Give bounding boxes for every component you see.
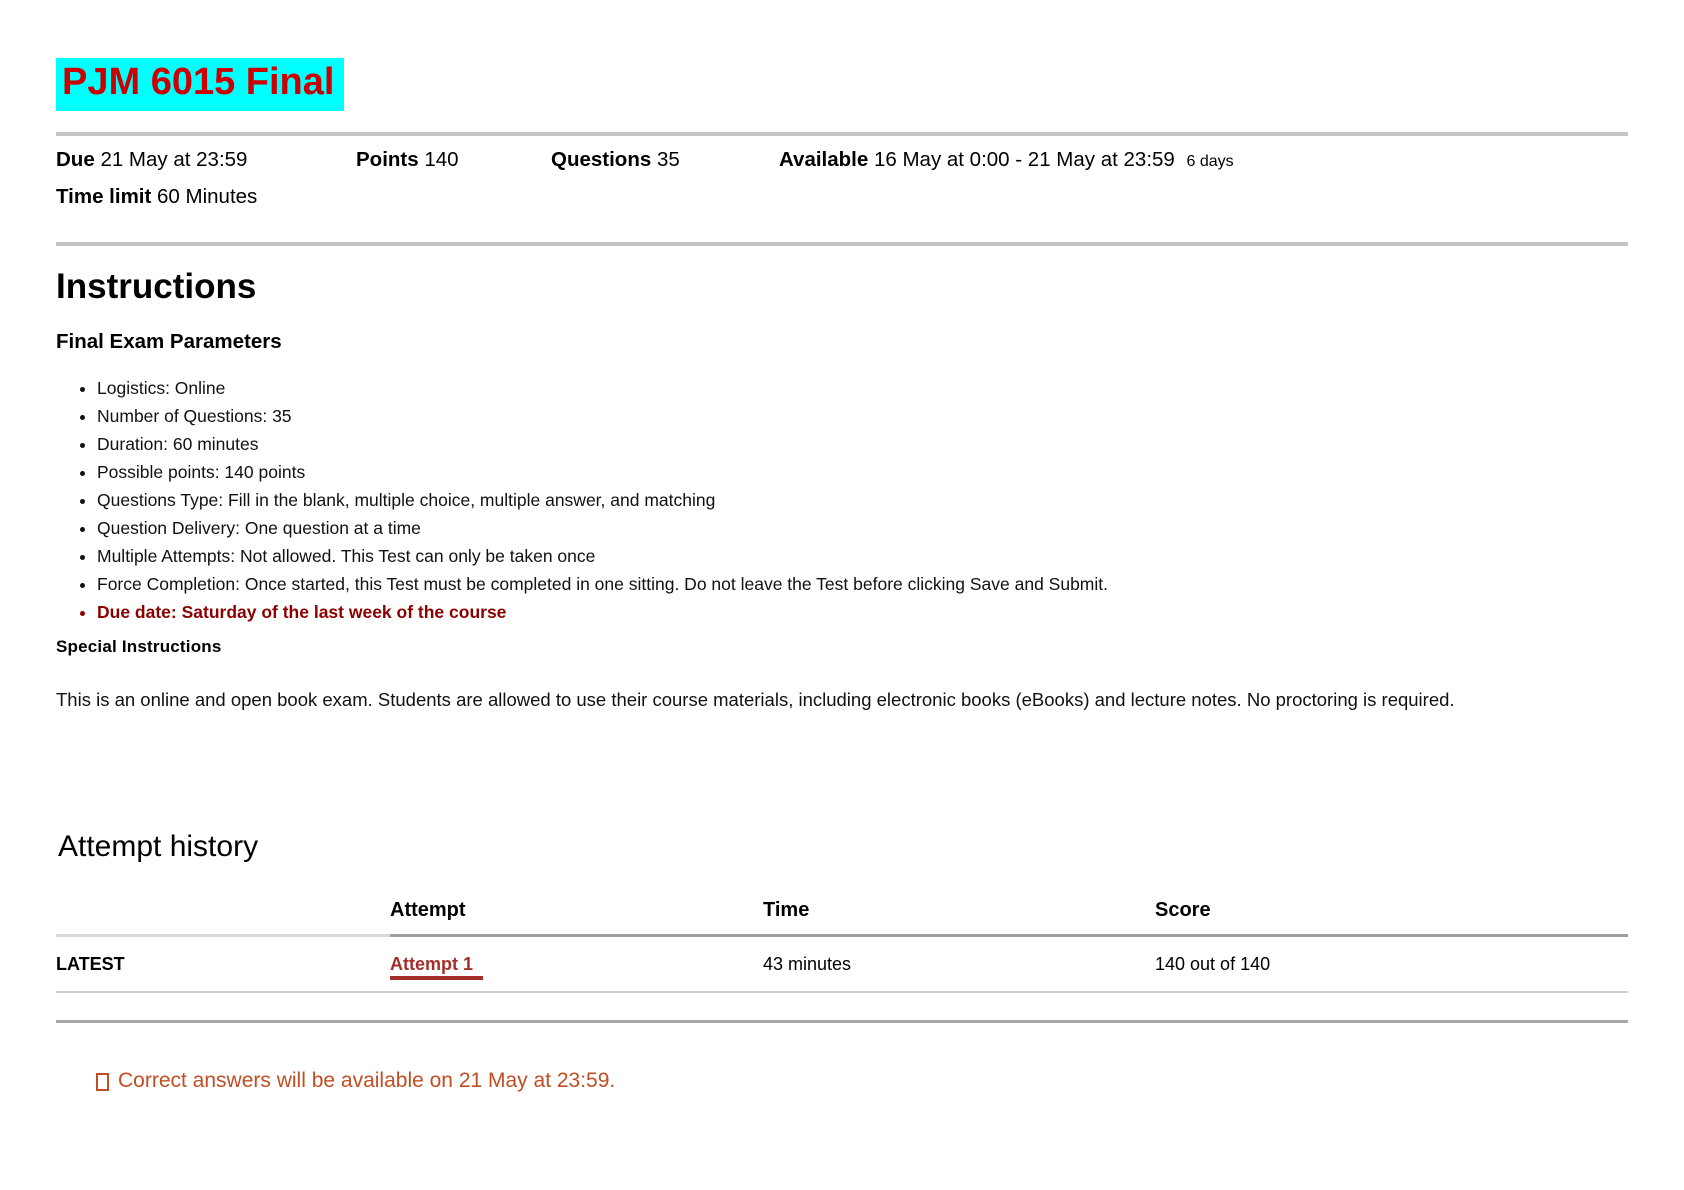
quiz-meta — [56, 148, 1628, 209]
meta-available-value: 16 May at 0:00 - 21 May at 23:59 — [873, 147, 1175, 171]
attempt-row-score: 140 out of 140 — [1155, 937, 1628, 993]
attempt-history-heading: Attempt history — [58, 829, 259, 863]
list-item-due-date: • Due date: Saturday of the last week of the course — [97, 603, 1628, 622]
attempt-1-link[interactable]: Attempt 1 — [390, 954, 483, 980]
meta-questions-value: 35 — [656, 147, 680, 171]
meta-due-label: Due — [56, 147, 95, 171]
list-item-possible-points: • Possible points: 140 points — [97, 463, 1628, 482]
column-header-score: Score — [1155, 893, 1628, 937]
list-item-logistics: • Logistics: Online — [97, 379, 1628, 398]
list-item-number-of-questions: • Number of Questions: 35 — [97, 407, 1628, 426]
quiz-meta-row-2 — [56, 185, 1628, 209]
column-header-blank — [56, 893, 390, 937]
exam-parameters-heading: Final Exam Parameters — [56, 329, 282, 353]
exam-parameters-list — [56, 379, 1628, 622]
meta-points — [356, 148, 551, 172]
divider-top — [56, 132, 1628, 136]
quiz-meta-row-1 — [56, 148, 1628, 172]
meta-time-limit-value: 60 Minutes — [157, 184, 258, 208]
meta-points-label: Points — [356, 147, 419, 171]
attempt-row-time: 43 minutes — [763, 937, 1155, 993]
attempt-history-table — [56, 893, 1628, 993]
correct-answers-notice — [96, 1069, 1628, 1093]
meta-points-value: 140 — [424, 147, 459, 171]
meta-available — [779, 148, 1234, 172]
page-title: PJM 6015 Final — [56, 58, 344, 111]
list-item-question-delivery: • Question Delivery: One question at a time — [97, 519, 1628, 538]
meta-time-limit — [56, 185, 257, 208]
meta-questions — [551, 148, 779, 172]
divider-meta-bottom — [56, 242, 1628, 246]
special-instructions-heading: Special Instructions — [56, 636, 222, 656]
notice-text: Correct answers will be available on 21 May at 23:59. — [118, 1068, 616, 1092]
column-header-time: Time — [763, 893, 1155, 937]
column-header-attempt: Attempt — [390, 893, 763, 937]
special-instructions-text: This is an online and open book exam. Students are allowed to use their course materials, including electronic books (eBooks) and lecture notes. No proctoring is required. — [56, 688, 1455, 710]
list-item-questions-type: • Questions Type: Fill in the blank, multiple choice, multiple answer, and matching — [97, 491, 1628, 510]
notice-glyph-icon — [96, 1073, 109, 1091]
meta-due — [56, 148, 356, 172]
instructions-heading: Instructions — [56, 266, 257, 306]
meta-available-label: Available — [779, 147, 869, 171]
attempt-row-attempt-cell — [390, 937, 763, 993]
list-item-multiple-attempts: • Multiple Attempts: Not allowed. This Test can only be taken once — [97, 547, 1628, 566]
meta-due-value: 21 May at 23:59 — [100, 147, 248, 171]
meta-available-note: 6 days — [1186, 152, 1234, 170]
list-item-duration: • Duration: 60 minutes — [97, 435, 1628, 454]
meta-time-limit-label: Time limit — [56, 184, 152, 208]
meta-questions-label: Questions — [551, 147, 652, 171]
list-item-force-completion: • Force Completion: Once started, this Test must be completed in one sitting. Do not leave the Test before clicking Save and Submit. — [97, 575, 1628, 594]
attempt-row-label: LATEST — [56, 937, 390, 993]
divider-table-bottom — [56, 1020, 1628, 1023]
